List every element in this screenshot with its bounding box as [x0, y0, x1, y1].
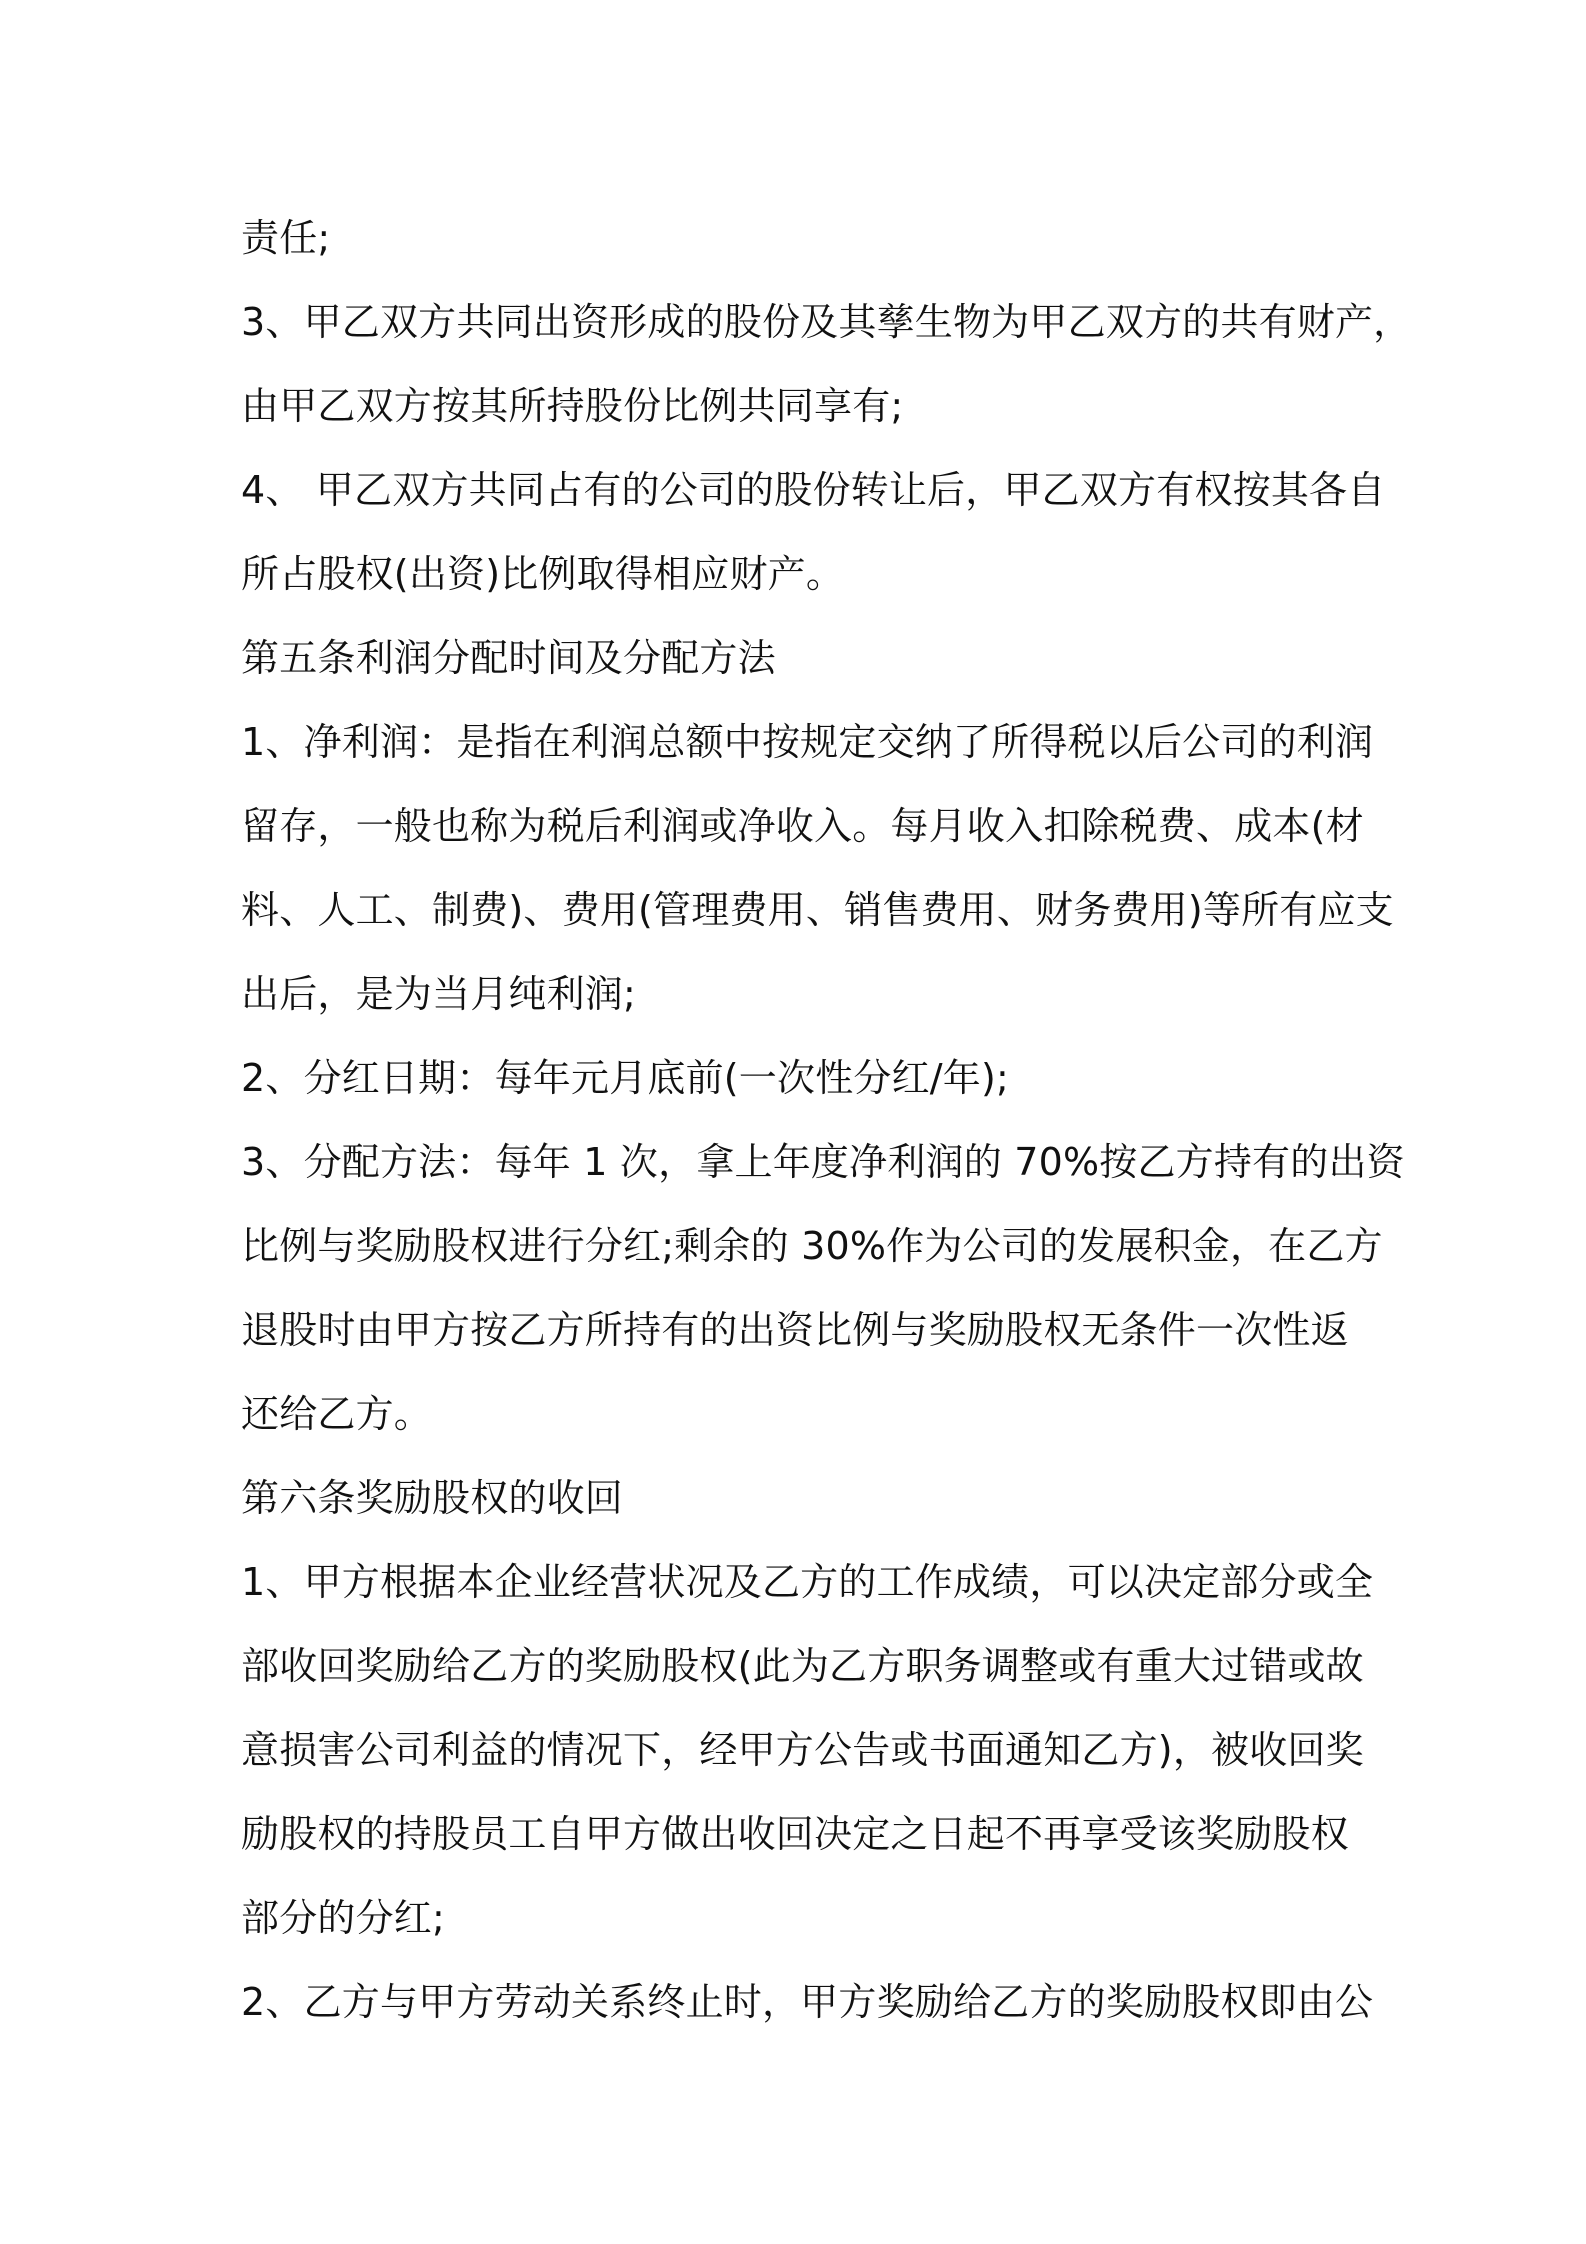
- section-heading: 第五条利润分配时间及分配方法: [241, 636, 776, 680]
- text-line: 2、分红日期：每年元月底前(一次性分红/年);: [241, 1056, 1010, 1100]
- text-line: 料、人工、制费)、费用(管理费用、销售费用、财务费用)等所有应支: [241, 888, 1394, 932]
- text-line: 部收回奖励给乙方的奖励股权(此为乙方职务调整或有重大过错或故: [241, 1644, 1364, 1688]
- text-line: 3、分配方法：每年 1 次，拿上年度净利润的 70%按乙方持有的出资: [241, 1140, 1405, 1184]
- text-line: 还给乙方。: [241, 1392, 433, 1436]
- text-line: 励股权的持股员工自甲方做出收回决定之日起不再享受该奖励股权: [241, 1812, 1349, 1856]
- text-line: 比例与奖励股权进行分红;剩余的 30%作为公司的发展积金，在乙方: [241, 1224, 1383, 1268]
- text-line: 意损害公司利益的情况下，经甲方公告或书面通知乙方)，被收回奖: [241, 1728, 1364, 1772]
- document-body: [241, 196, 1412, 2044]
- text-line: 所占股权(出资)比例取得相应财产。: [241, 552, 845, 596]
- text-line: 部分的分红;: [241, 1896, 446, 1940]
- text-line: 出后，是为当月纯利润;: [241, 972, 637, 1016]
- text-line: 3、甲乙双方共同出资形成的股份及其孳生物为甲乙双方的共有财产，: [241, 300, 1412, 344]
- text-line: 1、甲方根据本企业经营状况及乙方的工作成绩，可以决定部分或全: [241, 1560, 1374, 1604]
- text-line: 责任;: [241, 216, 331, 260]
- text-line: 由甲乙双方按其所持股份比例共同享有;: [241, 384, 904, 428]
- section-heading: 第六条奖励股权的收回: [241, 1476, 624, 1520]
- text-line: 4、 甲乙双方共同占有的公司的股份转让后，甲乙双方有权按其各自: [241, 468, 1386, 512]
- text-line: 留存，一般也称为税后利润或净收入。每月收入扣除税费、成本(材: [241, 804, 1364, 848]
- text-line: 退股时由甲方按乙方所持有的出资比例与奖励股权无条件一次性返: [241, 1308, 1349, 1352]
- text-line: 2、乙方与甲方劳动关系终止时，甲方奖励给乙方的奖励股权即由公: [241, 1980, 1374, 2024]
- text-line: 1、净利润：是指在利润总额中按规定交纳了所得税以后公司的利润: [241, 720, 1374, 764]
